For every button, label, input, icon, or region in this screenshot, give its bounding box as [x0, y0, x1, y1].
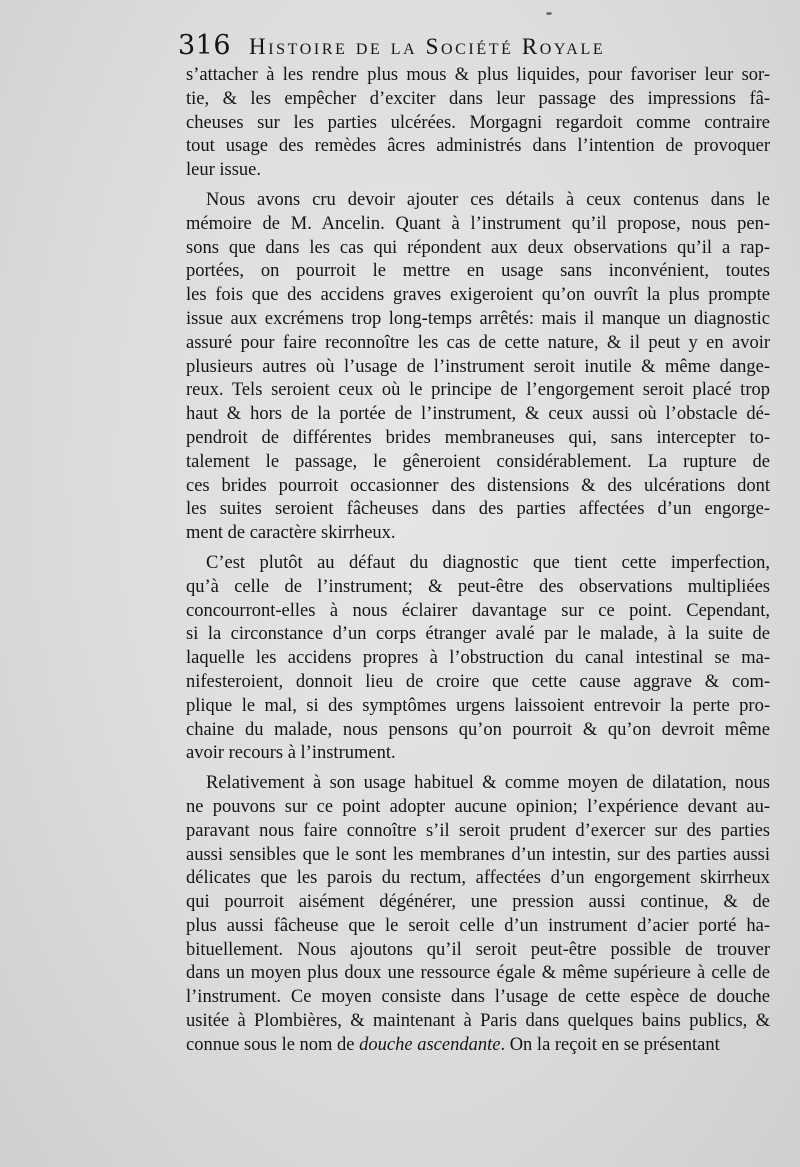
paragraph: [186, 189, 770, 546]
text-line: tout usage des remèdes âcres administrés dans l’intention de provoquer: [186, 136, 770, 157]
text-line: les suites seroient fâcheuses dans des parties affectées d’un engorge-: [186, 499, 770, 520]
text-line: s’attacher à les rendre plus mous & plus liquides, pour favoriser leur sor-: [186, 65, 770, 85]
text-line: leur issue.: [186, 160, 262, 181]
text-line: sons que dans les cas qui répondent aux deux observations qu’il a rap-: [186, 237, 770, 258]
text-line: ces brides pourroit occasionner des distensions & des ulcérations dont: [186, 475, 770, 496]
text-line: pendroit de différentes brides membraneuses qui, sans intercepter to-: [186, 427, 770, 448]
text-line: avoir recours à l’instrument.: [186, 743, 396, 764]
text-line: bituellement. Nous ajoutons qu’il seroit peut-être possible de trouver: [186, 939, 770, 960]
text-line: nifesteroient, donnoit lieu de croire que cette cause aggrave & com-: [186, 671, 770, 692]
text-line: l’instrument. Ce moyen consiste dans l’usage de cette espèce de douche: [186, 987, 770, 1008]
text-line: qui pourroit aisément dégénérer, une pression aussi continue, & de: [186, 892, 770, 913]
text-line: Relativement à son usage habituel & comme moyen de dilatation, nous: [206, 773, 770, 794]
page-number: 316: [178, 30, 232, 61]
text-line: assuré pour faire reconnoître les cas de cette nature, & il peut y en avoir: [186, 332, 770, 353]
text-line: ne pouvons sur ce point adopter aucune opinion; l’expérience devant au-: [186, 796, 770, 817]
text-line: talement le passage, le gêneroient considérablement. La rupture de: [186, 451, 770, 472]
page-body: [186, 64, 770, 1062]
text-line: paravant nous faire connoître s’il seroit prudent d’exercer sur des parties: [186, 820, 770, 841]
text-line: si la circonstance d’un corps étranger avalé par le malade, à la suite de: [186, 624, 770, 645]
paragraph-continued: [186, 64, 770, 183]
text-line: chaine du malade, nous pensons qu’on pourroit & qu’on devroit même: [186, 719, 770, 740]
text-line: Nous avons cru devoir ajouter ces détails à ceux contenus dans le: [206, 189, 770, 210]
text-line: concourront-elles à nous éclairer davantage sur ce point. Cependant,: [186, 600, 770, 621]
text-line: plique le mal, si des symptômes urgens laissoient entrevoir la perte pro-: [186, 695, 770, 716]
text-line: reux. Tels seroient ceux où le principe de l’engorgement seroit placé trop: [186, 380, 770, 401]
text-line: issue aux excrémens trop long-temps arrêtés: mais il manque un diagnostic: [186, 308, 770, 329]
text-line: ment de caractère skirrheux.: [186, 523, 396, 544]
show-through-text: [450, 985, 780, 1045]
ink-speck: [546, 12, 552, 15]
page-header: [178, 30, 698, 61]
text-line: plusieurs autres où l’usage de l’instrument seroit inutile & même dange-: [186, 356, 770, 377]
text-line: portées, on pourroit le mettre en usage sans inconvénient, toutes: [186, 261, 770, 282]
text-line: usitée à Plombières, & maintenant à Paris dans quelques bains publics, &: [186, 1011, 770, 1032]
text-line: haut & hors de la portée de l’instrument, & ceux aussi où l’obstacle dé-: [186, 404, 770, 425]
text-line: dans un moyen plus doux une ressource égale & même supérieure à celle de: [186, 963, 770, 984]
text-line: plus aussi fâcheuse que le seroit celle d’un instrument d’acier porté ha-: [186, 915, 770, 936]
text-line: mémoire de M. Ancelin. Quant à l’instrument qu’il propose, nous pen-: [186, 213, 770, 234]
text-line: laquelle les accidens propres à l’obstruction du canal intestinal se ma-: [186, 648, 770, 669]
text-line: C’est plutôt au défaut du diagnostic que tient cette imperfection,: [206, 552, 770, 573]
text-line: aussi sensibles que le sont les membranes d’un intestin, sur des parties aussi: [186, 844, 770, 865]
text-line: qu’à celle de l’instrument; & peut-être des observations multipliées: [186, 576, 770, 597]
text-line: les fois que des accidens graves exigeroient qu’on ouvrît la plus prompte: [186, 285, 770, 306]
text-line: connue sous le nom de douche ascendante. On la reçoit en se présentant: [186, 1034, 720, 1055]
text-line: tie, & les empêcher d’exciter dans leur passage des impressions fâ-: [186, 88, 770, 109]
text-line: cheuses sur les parties ulcérées. Morgagni regardoit comme contraire: [186, 112, 770, 133]
paragraph: [186, 552, 770, 766]
text-line: délicates que les parois du rectum, affectées d’un engorgement skirrheux: [186, 868, 770, 889]
running-title: Histoire de la Société Royale: [249, 34, 606, 59]
